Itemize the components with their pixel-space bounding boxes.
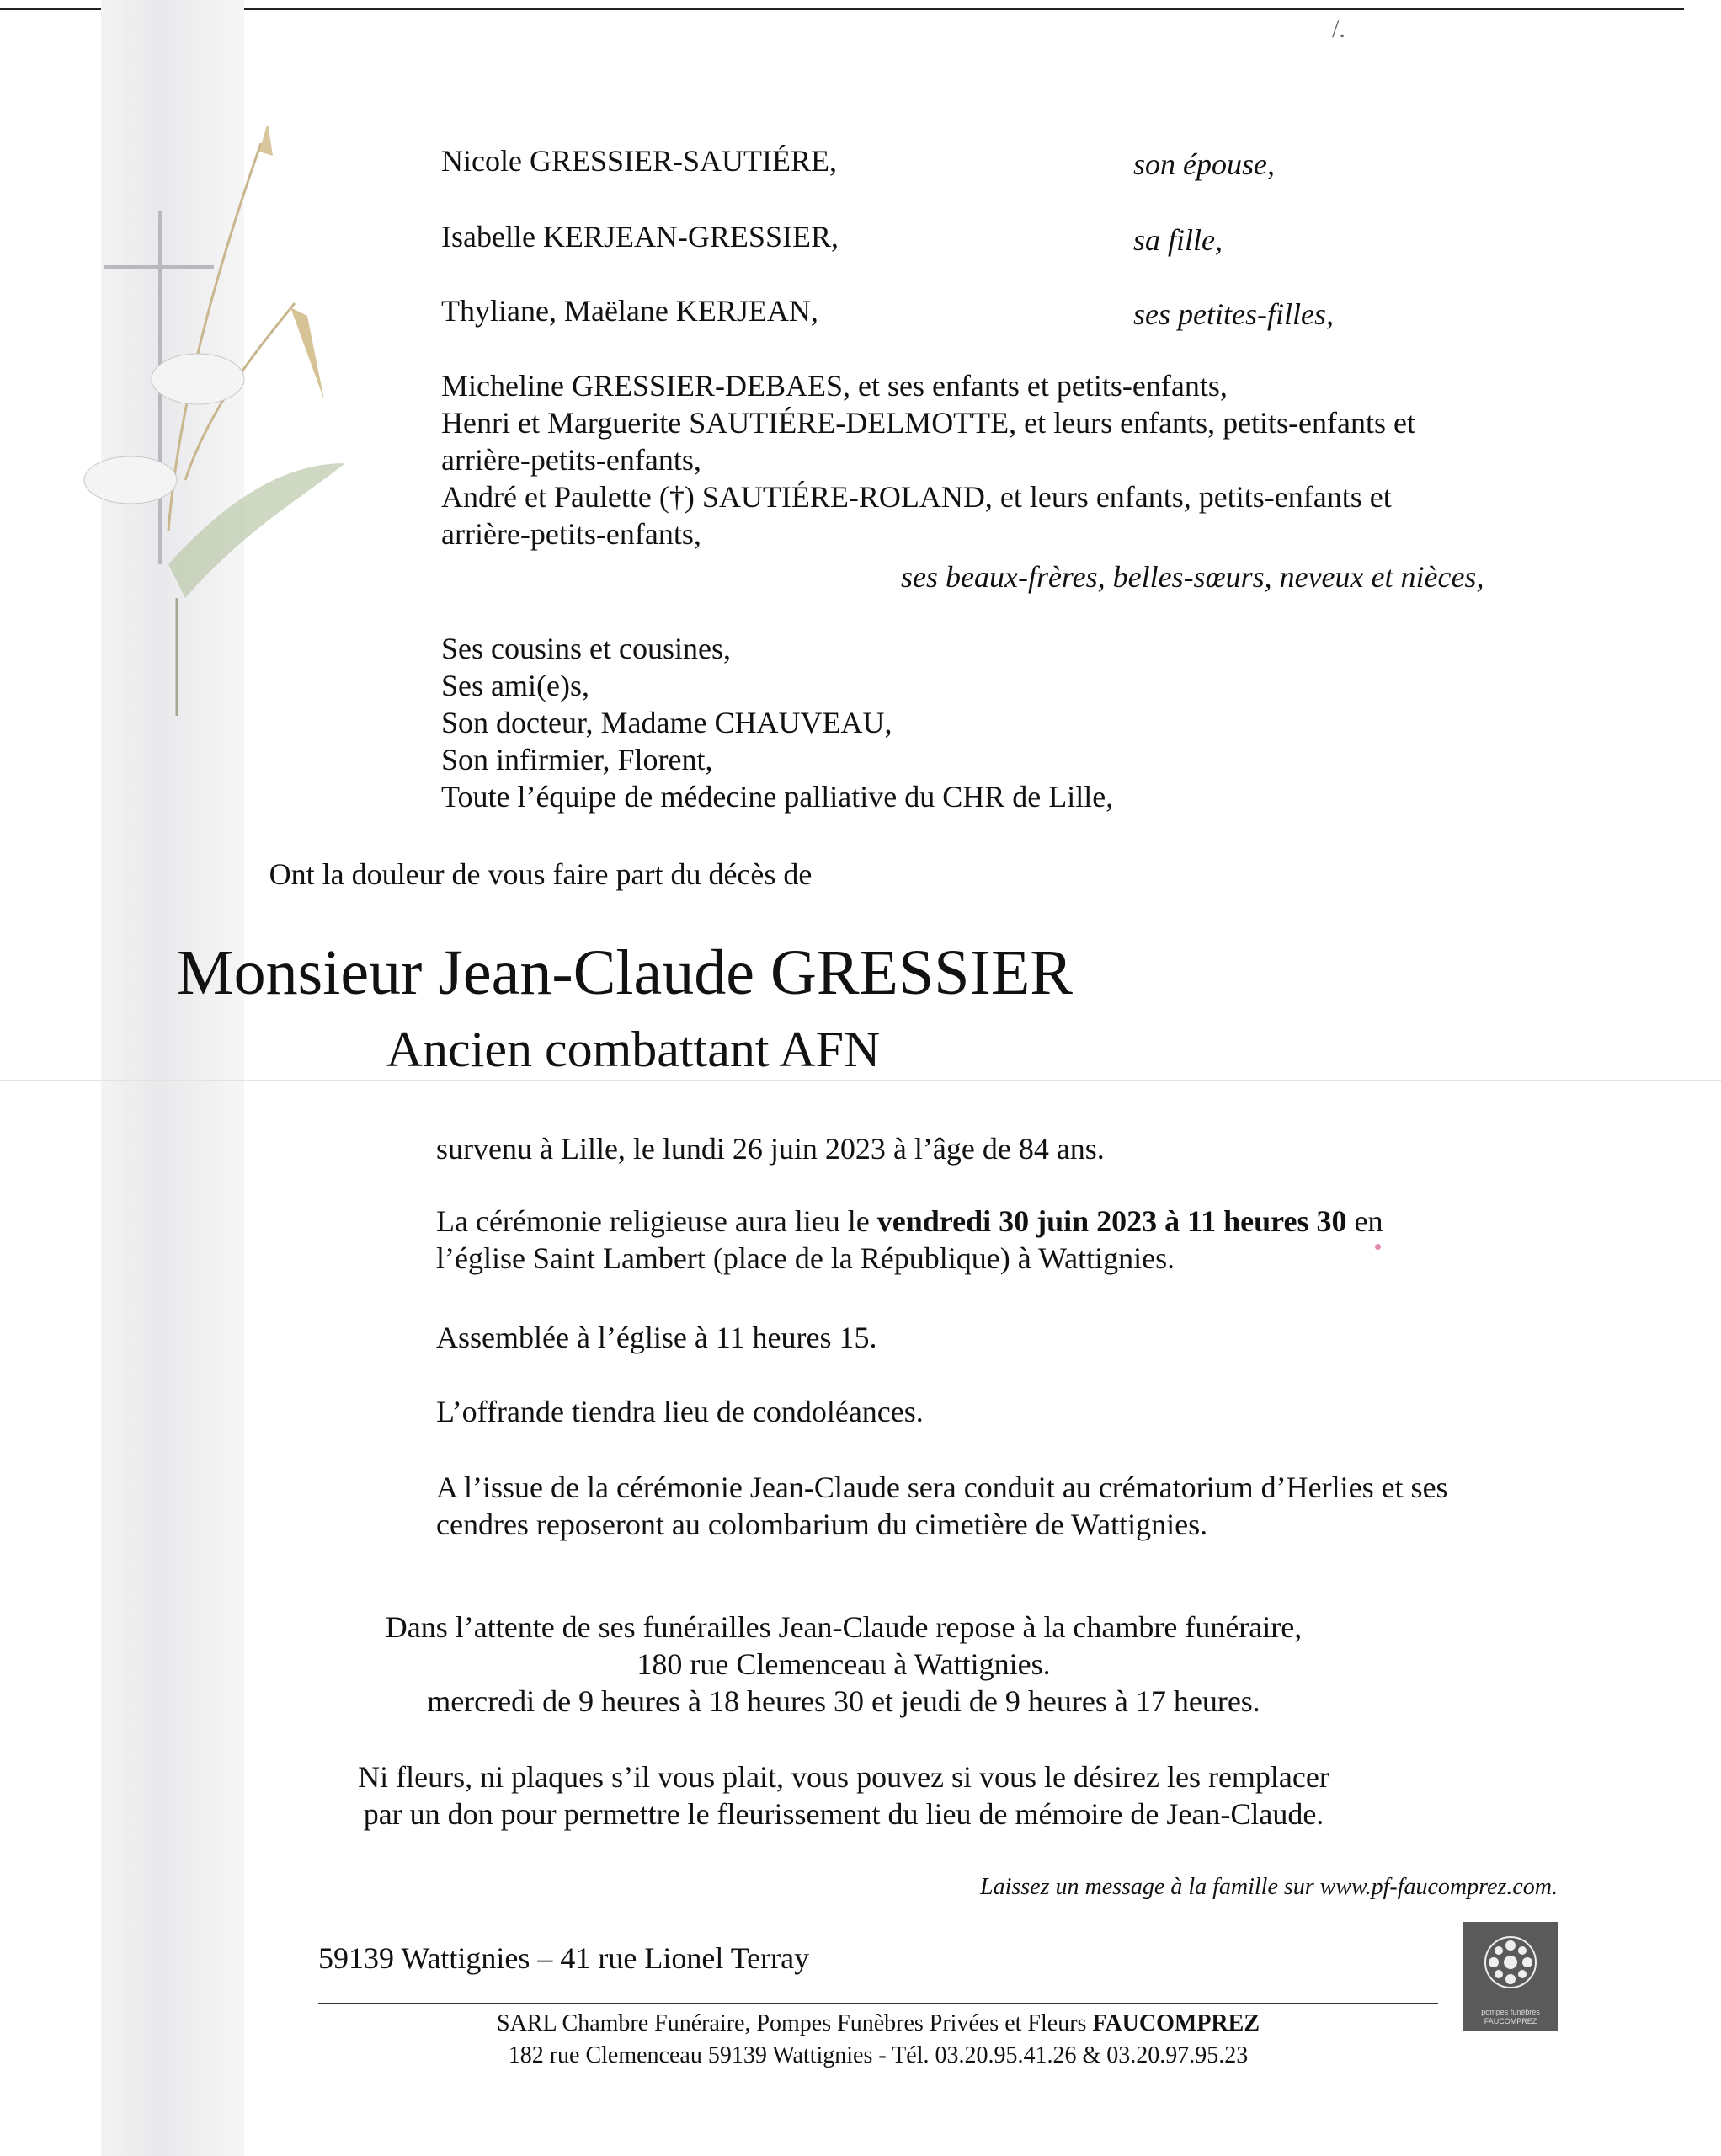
fold-line (0, 1080, 1721, 1081)
cremation-info (436, 1469, 1448, 1543)
funeral-home-line: mercredi de 9 heures à 18 heures 30 et jeudi de 9 heures à 17 heures. (427, 1684, 1260, 1718)
scan-mark: /. (1332, 15, 1345, 43)
relatives-line: Micheline GRESSIER-DEBAES, et ses enfants et petits-enfants, (441, 369, 1228, 403)
funeral-home-line: 180 rue Clemenceau à Wattignies. (637, 1647, 1051, 1681)
funeral-home-info (0, 1609, 1704, 1720)
others-list (441, 630, 1536, 815)
ceremony-place: l’église Saint Lambert (place de la République) à Wattignies. (436, 1241, 1175, 1275)
family-role-3: ses petites-filles, (1133, 297, 1334, 331)
ceremony-post: en (1346, 1204, 1383, 1238)
others-line: Ses cousins et cousines, (441, 632, 731, 665)
ink-dot (1375, 1244, 1381, 1250)
relatives-line: André et Paulette (†) SAUTIÉRE-ROLAND, et leurs enfants, petits-enfants et (441, 480, 1392, 514)
relatives-role: ses beaux-frères, belles-sœurs, neveux et nièces, (901, 560, 1484, 594)
relatives-list (441, 367, 1536, 552)
footer-contact: 182 rue Clemenceau 59139 Wattignies - Tél. 03.20.95.41.26 & 03.20.97.95.23 (508, 2042, 1249, 2068)
logo-line-2: FAUCOMPREZ (1484, 2017, 1537, 2025)
relatives-line: arrière-petits-enfants, (441, 443, 701, 477)
cremation-line: A l’issue de la cérémonie Jean-Claude sera conduit au crématorium d’Herlies et ses (436, 1470, 1448, 1504)
ceremony-date: vendredi 30 juin 2023 à 11 heures 30 (876, 1204, 1347, 1238)
deceased-title: Ancien combattant AFN (386, 1022, 881, 1077)
guestbook-message: Laissez un message à la famille sur www.pf-faucomprez.com. (980, 1874, 1558, 1900)
faucomprez-logo (1463, 1922, 1558, 2031)
family-name-1: Nicole GRESSIER-SAUTIÉRE, (441, 144, 837, 178)
ceremony-pre: La cérémonie religieuse aura lieu le (436, 1204, 877, 1238)
footer-company: SARL Chambre Funéraire, Pompes Funèbres Privées et Fleurs (497, 2010, 1093, 2036)
others-line: Toute l’équipe de médecine palliative du CHR de Lille, (441, 780, 1114, 814)
footer-rule (318, 2003, 1438, 2004)
family-role-2: sa fille, (1133, 223, 1223, 257)
funeral-home-line: Dans l’attente de ses funérailles Jean-Claude repose à la chambre funéraire, (385, 1610, 1303, 1644)
family-role-1: son épouse, (1133, 147, 1275, 181)
death-notice: survenu à Lille, le lundi 26 juin 2023 à l’âge de 84 ans. (436, 1132, 1105, 1166)
relatives-line: arrière-petits-enfants, (441, 517, 701, 551)
footer-brand: FAUCOMPREZ (1092, 2010, 1260, 2036)
flower-emblem-icon (1463, 1922, 1558, 2002)
deceased-name: Monsieur Jean-Claude GRESSIER (177, 937, 1073, 1008)
relatives-line: Henri et Marguerite SAUTIÉRE-DELMOTTE, et leurs enfants, petits-enfants et (441, 406, 1415, 440)
logo-text (1463, 2008, 1558, 2026)
family-name-3: Thyliane, Maëlane KERJEAN, (441, 294, 818, 328)
funeral-home-footer (318, 2008, 1438, 2072)
ceremony-info (436, 1203, 1383, 1277)
announcement-intro: Ont la douleur de vous faire part du décès de (269, 857, 813, 891)
offering-info: L’offrande tiendra lieu de condoléances. (436, 1395, 924, 1428)
flowers-line: par un don pour permettre le fleurissement du lieu de mémoire de Jean-Claude. (363, 1797, 1324, 1831)
others-line: Ses ami(e)s, (441, 669, 589, 702)
top-rule (0, 8, 1684, 10)
family-address: 59139 Wattignies – 41 rue Lionel Terray (318, 1941, 810, 1975)
others-line: Son docteur, Madame CHAUVEAU, (441, 706, 892, 739)
cross-lily-illustration (51, 126, 370, 733)
logo-line-1: pompes funèbres (1481, 2008, 1540, 2016)
assembly-info: Assemblée à l’église à 11 heures 15. (436, 1321, 877, 1354)
flowers-line: Ni fleurs, ni plaques s’il vous plait, vous pouvez si vous le désirez les remplacer (358, 1760, 1329, 1794)
cremation-line: cendres reposeront au colombarium du cimetière de Wattignies. (436, 1508, 1208, 1541)
family-name-2: Isabelle KERJEAN-GRESSIER, (441, 220, 839, 253)
flowers-info (0, 1758, 1704, 1833)
others-line: Son infirmier, Florent, (441, 743, 713, 776)
